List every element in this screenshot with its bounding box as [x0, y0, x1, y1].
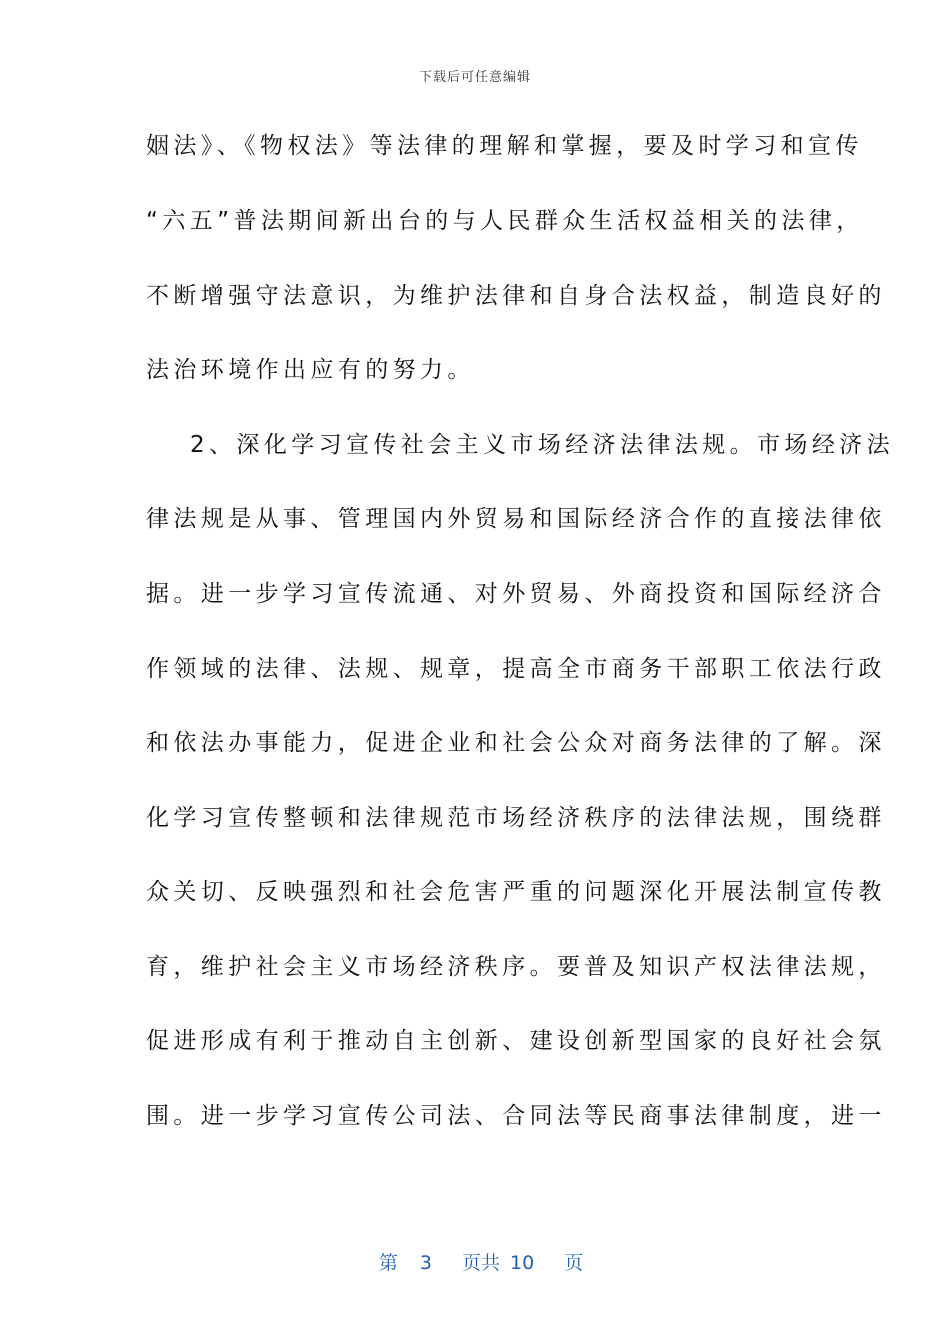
body-line: 围。进一步学习宣传公司法、合同法等民商事法律制度，进一	[146, 1103, 886, 1129]
body-line: 众关切、反映强烈和社会危害严重的问题深化开展法制宣传教	[146, 879, 886, 905]
body-line: 法治环境作出应有的努力。	[146, 357, 475, 383]
page-footer	[0, 1226, 950, 1275]
page-header: 下载后可任意编辑	[418, 70, 531, 85]
body-line: 2、深化学习宣传社会主义市场经济法律法规。市场经济法	[190, 432, 895, 458]
footer-page-label: 第	[378, 1252, 398, 1274]
body-line: 律法规是从事、管理国内外贸易和国际经济合作的直接法律依	[146, 506, 886, 532]
footer-page-suffix: 页	[564, 1252, 584, 1274]
body-line: 作领域的法律、法规、规章，提高全市商务干部职工依法行政	[146, 656, 886, 682]
body-line: “六五”普法期间新出台的与人民群众生活权益相关的法律，	[146, 208, 864, 234]
body-line: 和依法办事能力，促进企业和社会公众对商务法律的了解。深	[146, 730, 886, 756]
footer-total-pages: 10	[510, 1252, 535, 1274]
body-line: 不断增强守法意识，为维护法律和自身合法权益，制造良好的	[146, 283, 886, 309]
body-line: 促进形成有利于推动自主创新、建设创新型国家的良好社会氛	[146, 1028, 886, 1054]
body-line: 化学习宣传整顿和法律规范市场经济秩序的法律法规，围绕群	[146, 805, 886, 831]
body-line: 据。进一步学习宣传流通、对外贸易、外商投资和国际经济合	[146, 581, 886, 607]
footer-page-number: 3	[419, 1252, 432, 1274]
body-line: 育，维护社会主义市场经济秩序。要普及知识产权法律法规，	[146, 954, 886, 980]
footer-page-of: 页共	[461, 1252, 500, 1274]
body-line: 姻法》、《物权法》等法律的理解和掌握，要及时学习和宣传	[146, 133, 863, 159]
